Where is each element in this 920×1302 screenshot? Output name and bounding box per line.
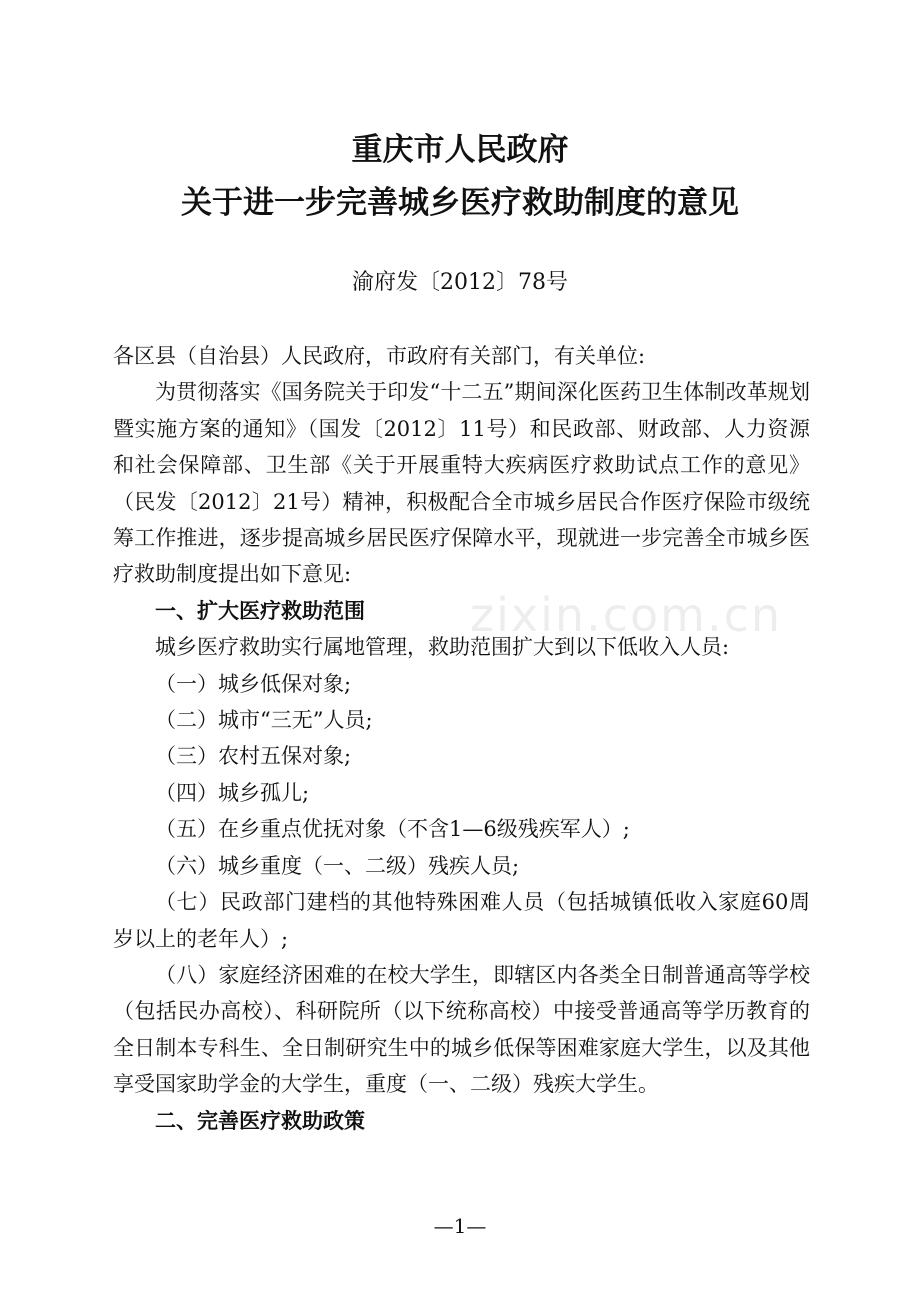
section-heading-1: 一、扩大医疗救助范围 <box>155 598 365 623</box>
watermark: zixin.com.cn <box>470 588 783 642</box>
document-body <box>113 338 810 1139</box>
title-line-1: 重庆市人民政府 <box>351 132 569 168</box>
list-item: （三）农村五保对象; <box>155 744 352 769</box>
list-item: （八）家庭经济困难的在校大学生，即辖区内各类全日制普通高等学校（包括民办高校）、科研院所（以下统称高校）中接受普通高等学历教育的全日制本专科生、全日制研究生中的城乡低保等困难家庭大学生，以及其他享受国家助学金的大学生，重度（一、二级）残疾大学生。 <box>113 962 810 1097</box>
body-paragraph: 城乡医疗救助实行属地管理，救助范围扩大到以下低收入人员: <box>155 635 730 660</box>
section-heading-2: 二、完善医疗救助政策 <box>155 1108 365 1133</box>
list-item: （四）城乡孤儿; <box>155 780 310 805</box>
list-item: （六）城乡重度（一、二级）残疾人员; <box>155 853 520 878</box>
title-line-2: 关于进一步完善城乡医疗救助制度的意见 <box>181 185 739 221</box>
list-item: （五）在乡重点优抚对象（不含1—6级残疾军人）; <box>155 817 630 842</box>
list-item: （二）城市“三无”人员; <box>155 708 373 733</box>
salutation: 各区县（自治县）人民政府，市政府有关部门，有关单位: <box>113 344 646 368</box>
list-item: （一）城乡低保对象; <box>155 671 352 696</box>
list-item: （七）民政部门建档的其他特殊困难人员（包括城镇低收入家庭60周岁以上的老年人）; <box>113 890 810 951</box>
document-number: 渝府发〔2012〕78号 <box>352 270 568 295</box>
page-number: —1— <box>433 1214 487 1238</box>
intro-paragraph: 为贯彻落实《国务院关于印发“十二五”期间深化医药卫生体制改革规划暨实施方案的通知》（国发〔2012〕11号）和民政部、财政部、人力资源和社会保障部、卫生部《关于开展重特大疾病医疗救助试点工作的意见》（民发〔2012〕21号）精神，积极配合全市城乡居民合作医疗保险市级统筹工作推进，逐步提高城乡居民医疗保障水平，现就进一步完善全市城乡医疗救助制度提出如下意见: <box>113 380 810 587</box>
